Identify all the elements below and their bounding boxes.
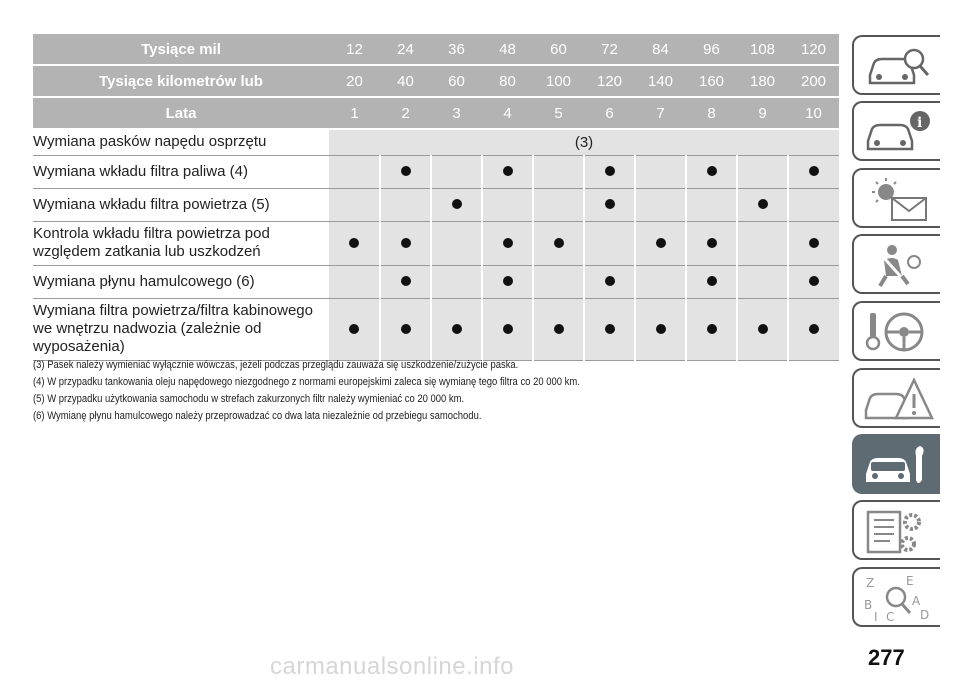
scheduled-dot — [809, 238, 819, 248]
schedule-cell — [788, 221, 839, 265]
schedule-cell — [737, 221, 788, 265]
schedule-cell — [584, 298, 635, 360]
schedule-cell — [482, 298, 533, 360]
schedule-cell — [788, 298, 839, 360]
schedule-cell — [737, 265, 788, 298]
schedule-cell — [737, 298, 788, 360]
header-value: 20 — [329, 65, 380, 97]
scheduled-dot — [401, 238, 411, 248]
header-value: 60 — [533, 34, 584, 65]
tab-car-info[interactable] — [852, 101, 940, 161]
svg-text:B: B — [864, 598, 873, 612]
schedule-cell — [329, 221, 380, 265]
schedule-cell — [482, 265, 533, 298]
svg-text:Z: Z — [866, 576, 875, 590]
operation-label: Wymiana wkładu filtra powietrza (5) — [33, 188, 329, 221]
table-row — [33, 265, 839, 298]
scheduled-dot — [809, 324, 819, 334]
tab-index[interactable] — [852, 567, 940, 627]
header-label: Lata — [33, 97, 329, 129]
watermark: carmanualsonline.info — [270, 653, 514, 680]
scheduled-dot — [605, 276, 615, 286]
header-value: 60 — [431, 65, 482, 97]
operation-label: Wymiana płynu hamulcowego (6) — [33, 265, 329, 298]
schedule-cell — [431, 221, 482, 265]
schedule-cell — [686, 298, 737, 360]
header-value: 4 — [482, 97, 533, 129]
scheduled-dot — [401, 276, 411, 286]
footnote-5: (5) W przypadku użytkowania samochodu w strefach zakurzonych filtr należy wymieniać co 20 000 km. — [33, 393, 465, 405]
tab-servicing-maintenance[interactable] — [852, 434, 940, 494]
schedule-cell — [533, 298, 584, 360]
svg-text:I: I — [874, 610, 878, 623]
scheduled-dot — [452, 199, 462, 209]
table-row — [33, 188, 839, 221]
scheduled-dot — [656, 324, 666, 334]
svg-text:D: D — [920, 608, 930, 622]
header-value: 120 — [584, 65, 635, 97]
schedule-cell — [584, 188, 635, 221]
tab-car-search[interactable] — [852, 35, 940, 95]
table-row — [33, 221, 839, 265]
svg-text:A: A — [912, 594, 921, 608]
maintenance-schedule-table — [33, 34, 839, 361]
tab-technical-data[interactable] — [852, 500, 940, 560]
header-value: 180 — [737, 65, 788, 97]
schedule-cell — [329, 298, 380, 360]
header-value: 140 — [635, 65, 686, 97]
schedule-cell — [686, 188, 737, 221]
scheduled-dot — [605, 166, 615, 176]
footnote-4: (4) W przypadku tankowania oleju napędowego niezgodnego z normami europejskimi zaleca się wymianę tego filtra co 20 000 km. — [33, 376, 580, 388]
header-value: 100 — [533, 65, 584, 97]
scheduled-dot — [809, 276, 819, 286]
header-value: 1 — [329, 97, 380, 129]
schedule-cell — [737, 155, 788, 188]
header-value: 96 — [686, 34, 737, 65]
scheduled-dot — [503, 166, 513, 176]
schedule-cell — [686, 265, 737, 298]
scheduled-dot — [707, 324, 717, 334]
car-search-icon — [862, 41, 934, 91]
table-row — [33, 129, 839, 155]
header-value: 3 — [431, 97, 482, 129]
svg-text:i: i — [917, 115, 923, 131]
schedule-cell — [380, 298, 431, 360]
table-row — [33, 298, 839, 360]
header-value: 108 — [737, 34, 788, 65]
schedule-cell — [380, 155, 431, 188]
scheduled-dot — [503, 276, 513, 286]
car-wrench-icon — [862, 440, 934, 490]
header-row — [33, 97, 839, 129]
schedule-cell — [788, 155, 839, 188]
seatbelt-airbag-icon — [862, 240, 934, 290]
car-warning-triangle-icon — [862, 374, 934, 424]
document-gear-icon — [862, 506, 934, 556]
schedule-cell — [380, 221, 431, 265]
schedule-cell — [482, 188, 533, 221]
header-row — [33, 34, 839, 65]
schedule-cell — [635, 188, 686, 221]
scheduled-dot — [758, 199, 768, 209]
tab-emergency[interactable] — [852, 368, 940, 428]
header-value: 6 — [584, 97, 635, 129]
tab-warning-lights[interactable] — [852, 168, 940, 228]
schedule-cell — [788, 188, 839, 221]
footnote-3: (3) Pasek należy wymieniać wyłącznie wówczas, jeżeli podczas przeglądu zauważa się uszkodzenie/zużycie paska. — [33, 359, 519, 371]
header-value: 120 — [788, 34, 839, 65]
tab-starting-driving[interactable] — [852, 301, 940, 361]
schedule-cell — [431, 265, 482, 298]
scheduled-dot — [554, 238, 564, 248]
header-value: 8 — [686, 97, 737, 129]
schedule-cell — [686, 155, 737, 188]
schedule-cell — [584, 265, 635, 298]
header-value: 80 — [482, 65, 533, 97]
scheduled-dot — [554, 324, 564, 334]
operation-label: Wymiana filtra powietrza/filtra kabinowego we wnętrzu nadwozia (zależnie od wyposażenia) — [33, 298, 329, 360]
header-value: 72 — [584, 34, 635, 65]
car-info-icon — [862, 107, 934, 157]
schedule-cell — [533, 188, 584, 221]
schedule-cell — [635, 298, 686, 360]
scheduled-dot — [349, 238, 359, 248]
scheduled-dot — [452, 324, 462, 334]
scheduled-dot — [503, 324, 513, 334]
svg-text:C: C — [886, 610, 895, 623]
scheduled-dot — [707, 276, 717, 286]
scheduled-dot — [707, 166, 717, 176]
schedule-cell — [635, 265, 686, 298]
scheduled-dot — [605, 199, 615, 209]
schedule-cell — [380, 265, 431, 298]
scheduled-dot — [605, 324, 615, 334]
header-value: 24 — [380, 34, 431, 65]
schedule-cell — [533, 155, 584, 188]
header-value: 12 — [329, 34, 380, 65]
header-value: 36 — [431, 34, 482, 65]
scheduled-dot — [707, 238, 717, 248]
header-label: Tysiące mil — [33, 34, 329, 65]
footnotes — [33, 357, 721, 425]
schedule-cell — [635, 155, 686, 188]
schedule-cell — [431, 155, 482, 188]
scheduled-dot — [349, 324, 359, 334]
schedule-cell — [584, 155, 635, 188]
svg-text:E: E — [906, 574, 914, 588]
operation-label: Wymiana wkładu filtra paliwa (4) — [33, 155, 329, 188]
schedule-cell — [431, 298, 482, 360]
header-value: 40 — [380, 65, 431, 97]
header-value: 5 — [533, 97, 584, 129]
schedule-cell — [533, 265, 584, 298]
header-value: 48 — [482, 34, 533, 65]
header-value: 9 — [737, 97, 788, 129]
header-value: 7 — [635, 97, 686, 129]
schedule-cell — [329, 155, 380, 188]
schedule-cell — [737, 188, 788, 221]
schedule-cell — [686, 221, 737, 265]
footnote-6: (6) Wymianę płynu hamulcowego należy przeprowadzać co dwa lata niezależnie od przebiegu samochodu. — [33, 410, 482, 422]
header-value: 200 — [788, 65, 839, 97]
schedule-cell — [380, 188, 431, 221]
scheduled-dot — [401, 166, 411, 176]
schedule-cell — [584, 221, 635, 265]
schedule-cell — [482, 221, 533, 265]
table-row — [33, 155, 839, 188]
schedule-cell — [635, 221, 686, 265]
key-steering-wheel-icon — [862, 307, 934, 357]
operation-label: Wymiana pasków napędu osprzętu — [33, 129, 329, 155]
span-note: (3) — [329, 129, 839, 155]
alphabet-index-search-icon — [862, 573, 934, 623]
schedule-cell — [788, 265, 839, 298]
schedule-cell — [329, 265, 380, 298]
scheduled-dot — [809, 166, 819, 176]
header-label: Tysiące kilometrów lub — [33, 65, 329, 97]
schedule-cell — [533, 221, 584, 265]
schedule-cell — [482, 155, 533, 188]
scheduled-dot — [656, 238, 666, 248]
scheduled-dot — [758, 324, 768, 334]
tab-safety[interactable] — [852, 234, 940, 294]
header-value: 84 — [635, 34, 686, 65]
scheduled-dot — [503, 238, 513, 248]
header-value: 10 — [788, 97, 839, 129]
schedule-cell — [431, 188, 482, 221]
schedule-cell — [329, 188, 380, 221]
header-value: 160 — [686, 65, 737, 97]
warning-light-envelope-icon — [862, 174, 934, 224]
page-number: 277 — [868, 645, 905, 670]
header-value: 2 — [380, 97, 431, 129]
scheduled-dot — [401, 324, 411, 334]
header-row — [33, 65, 839, 97]
operation-label: Kontrola wkładu filtra powietrza pod względem zatkania lub uszkodzeń — [33, 221, 329, 265]
